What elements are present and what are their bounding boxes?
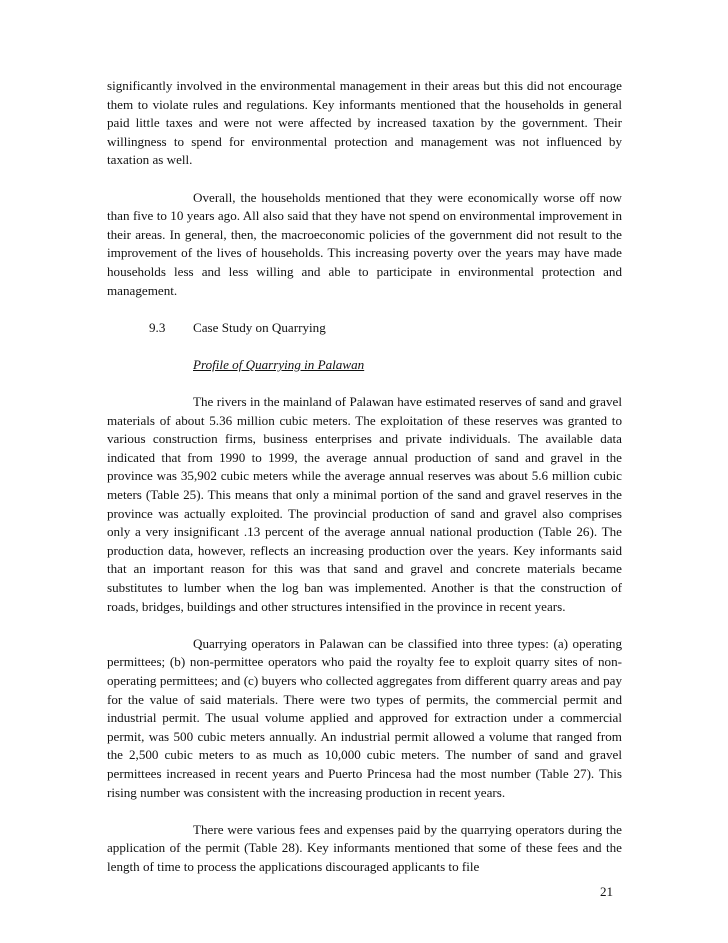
paragraph-sand-gravel-reserves: The rivers in the mainland of Palawan have estimated reserves of sand and gravel materials of about 5.36 million cubic meters. The exploitation of these reserves was granted to various construction firms, business enterprises and private individuals. The available data indicated that from 1990 to 1999, the average annual production of sand and gravel in the province was 35,902 cubic meters while the average annual reserves was about 5.6 million cubic meters (Table 25). This means that only a minimal portion of the sand and gravel reserves in the province was actually exploited. The provincial production of sand and gravel also comprises only a very insignificant .13 percent of the average annual national production (Table 26). The production data, however, reflects an increasing production over the years. Key informants said that an important reason for this was that sand and gravel and concrete materials became substitutes to lumber when the log ban was implemented. Another is that the construction of roads, bridges, buildings and other structures intensified in the province in recent years. [107, 394, 622, 614]
page-number: 21 [600, 884, 614, 899]
paragraph-economic-conditions: Overall, the households mentioned that they were economically worse off now than five to 10 years ago. All also said that they have not spend on environmental improvement in their areas. In general, then, the macroeconomic policies of the government did not result to the improvement of the lives of households. This increasing poverty over the years may have made households less and less willing and able to participate in environmental protection and management. [107, 189, 622, 298]
subsection-heading: Profile of Quarrying in Palawan [193, 356, 365, 372]
paragraph-quarrying-operators: Quarrying operators in Palawan can be classified into three types: (a) operating permittees; (b) non-permittee operators who paid the royalty fee to exploit quarry sites of non-operating permittees; and (c) buyers who collected aggregates from different quarry areas and pay for the value of said materials. There were two types of permits, the commercial permit and industrial permit. The usual volume applied and approved for extraction under a commercial permit, was 500 cubic meters annually. An industrial permit allowed a volume that ranged from the 2,500 cubic meters to as much as 10,000 cubic meters. The number of sand and gravel permittees increased in recent years and Puerto Princesa had the most number (Table 27). This rising number was consistent with the increasing production in recent years. [107, 635, 622, 800]
section-number: 9.3 [149, 319, 166, 335]
page-body [107, 77, 622, 877]
section-heading [107, 319, 622, 338]
paragraph-permit-fees: There were various fees and expenses paid by the quarrying operators during the application of the permit (Table 28). Key informants mentioned that some of these fees and the length of time to process the applications discouraged applicants to file [107, 821, 622, 874]
section-title: Case Study on Quarrying [193, 319, 326, 335]
paragraph-taxation: significantly involved in the environmental management in their areas but this did not encourage them to violate rules and regulations. Key informants mentioned that the households in general paid little taxes and were not were affected by increased taxation by the government. Their willingness to spend for environmental protection and management was not influenced by taxation as well. [107, 78, 622, 168]
